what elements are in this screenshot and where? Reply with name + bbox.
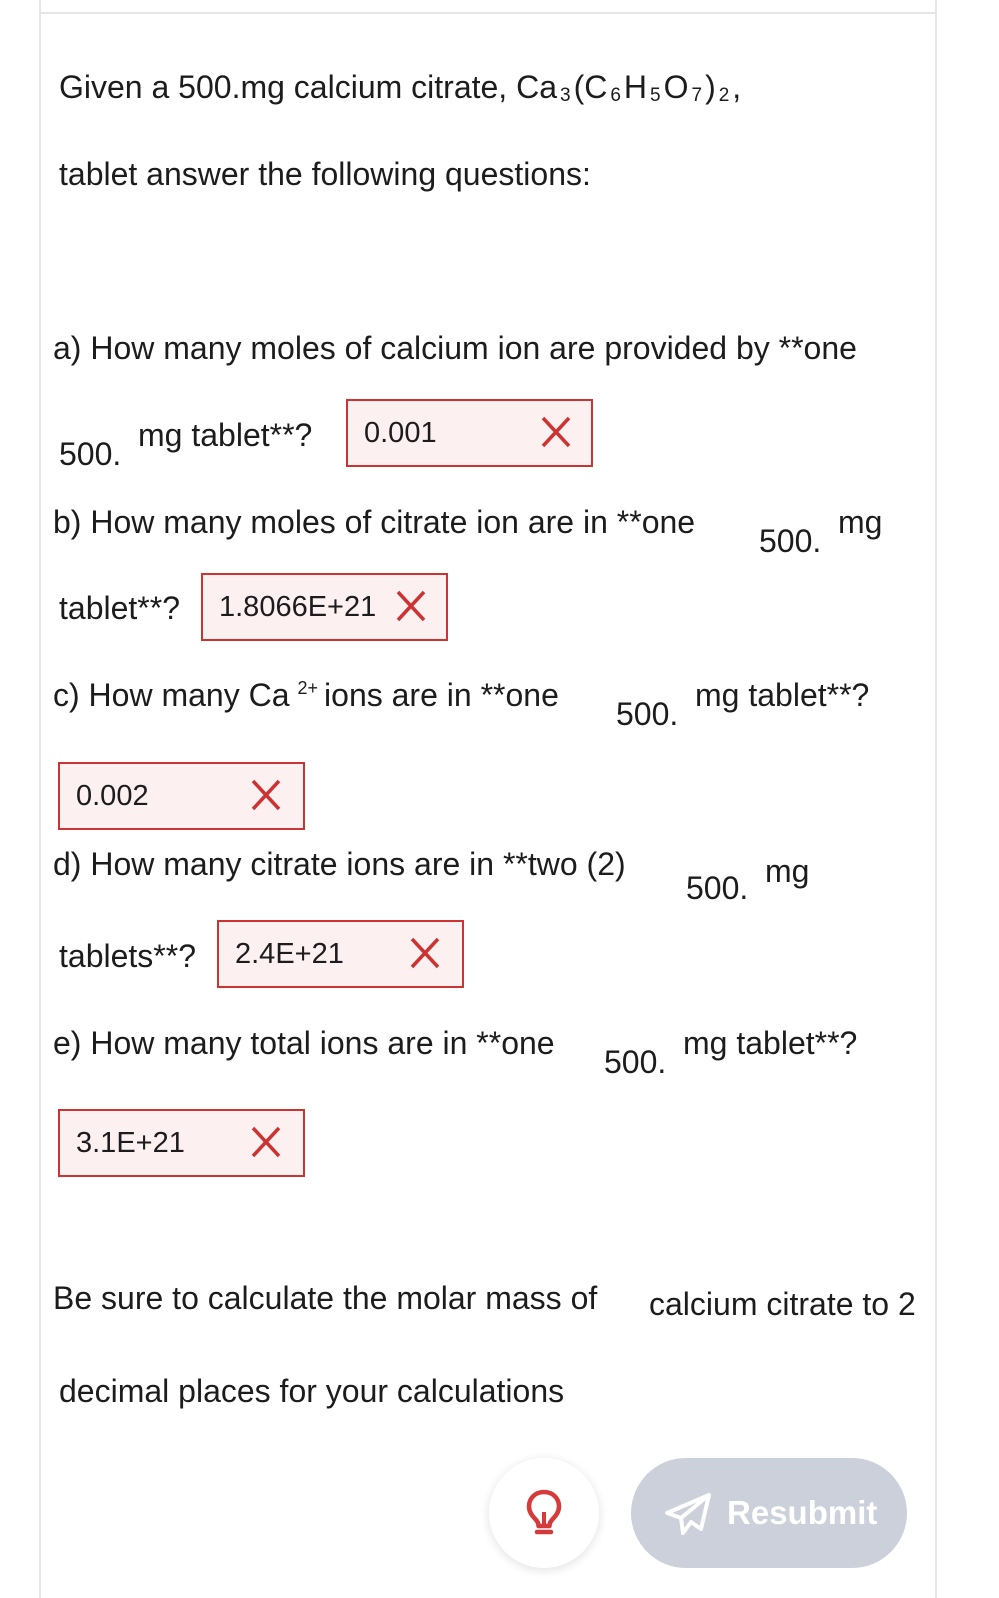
lightbulb-icon	[525, 1488, 563, 1540]
intro-line-2: tablet answer the following questions:	[59, 156, 591, 192]
resubmit-button[interactable]	[631, 1458, 907, 1568]
incorrect-x-icon	[250, 1125, 282, 1159]
incorrect-x-icon	[395, 589, 427, 623]
answer-e-value: 3.1E+21	[76, 1127, 185, 1159]
question-d-text-2: tablets**?	[59, 938, 196, 974]
question-e-text: e) How many total ions are in **one	[53, 1025, 555, 1061]
note-text-3: decimal places for your calculations	[59, 1373, 565, 1409]
answer-b-value: 1.8066E+21	[219, 591, 377, 623]
hint-button[interactable]	[489, 1458, 599, 1568]
send-icon	[665, 1493, 711, 1535]
resubmit-label: Resubmit	[727, 1494, 878, 1531]
question-e-text-2: mg tablet**?	[683, 1025, 858, 1061]
incorrect-x-icon	[250, 778, 282, 812]
question-d-text: d) How many citrate ions are in **two (2)	[53, 846, 626, 882]
question-c-text: c) How many Ca $^{2+}$ ions are in **one	[53, 677, 559, 713]
incorrect-x-icon	[409, 936, 441, 970]
answer-b-field[interactable]	[201, 573, 448, 641]
answer-a-field[interactable]	[346, 399, 593, 467]
question-c-value: 500.	[616, 696, 679, 732]
answer-d-value: 2.4E+21	[235, 938, 344, 970]
question-a-value: 500.	[59, 436, 122, 472]
question-d-unit: mg	[765, 853, 810, 889]
answer-d-field[interactable]	[217, 920, 464, 988]
question-b-text: b) How many moles of citrate ion are in **one	[53, 504, 696, 540]
answer-e-field[interactable]	[58, 1109, 305, 1177]
card-top-divider	[39, 12, 937, 14]
question-a-text-2: mg tablet**?	[138, 417, 313, 453]
question-e-value: 500.	[604, 1044, 667, 1080]
answer-c-field[interactable]	[58, 762, 305, 830]
answer-c-value: 0.002	[76, 780, 149, 812]
question-b-unit: mg	[838, 504, 883, 540]
question-d-value: 500.	[686, 870, 749, 906]
answer-a-value: 0.001	[364, 417, 437, 449]
incorrect-x-icon	[540, 415, 572, 449]
note-text-1: Be sure to calculate the molar mass of	[53, 1280, 598, 1316]
question-b-text-2: tablet**?	[59, 590, 180, 626]
question-b-value: 500.	[759, 523, 822, 559]
question-a-text: a) How many moles of calcium ion are provided by **one	[53, 330, 857, 366]
intro-line-1: Given a 500.mg calcium citrate, Ca 3(C 6H 5O 7) 2,	[59, 69, 742, 106]
note-text-2: calcium citrate to 2	[649, 1286, 916, 1322]
question-c-text-2: mg tablet**?	[695, 677, 870, 713]
